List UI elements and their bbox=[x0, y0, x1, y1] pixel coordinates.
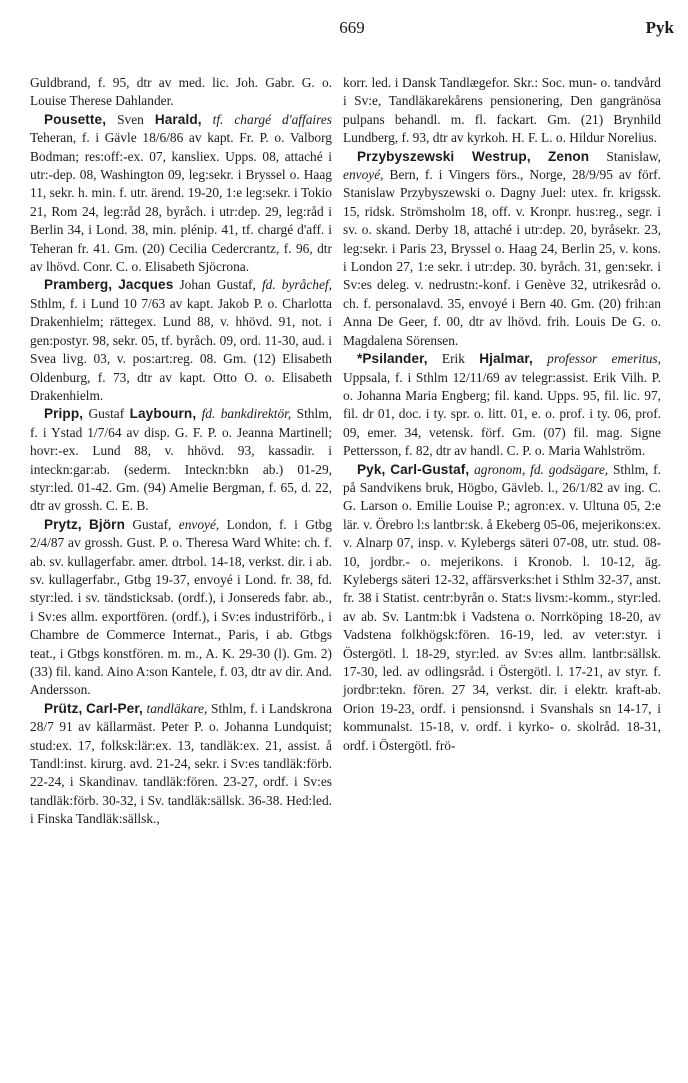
page-number: 669 bbox=[339, 18, 365, 37]
entry-call-name: Jacques bbox=[118, 277, 174, 293]
entry-continuation: korr. led. i Dansk Tandlægefor. Skr.: Soc. mun- o. tandvård i Sv:e, Tandläkarekårens pensionering, Den gangränösa pulpans behandl. m. fl. fackart. Gm. (21) Brynhild Lundberg, f. 93, dtr av kyrkoh. H. F. L. o. Hildur Norelius. bbox=[343, 75, 661, 146]
entry-given-name-rest: Stanislaw, bbox=[589, 148, 661, 164]
entry-text: London, f. i Gtbg 2/4/87 av grossh. Gust. P. o. Theresa Ward White: ch. f. ab. sv. kullagerfabr. amer. dtrbol. 14-18, verkst. dir. i ab. sv. kullagerfabr., Gtbg 19-37, envoyé i Lond. fr. 38, fd. styr:led. i sv. tändsticksab. (ordf.), i Jonsereds fabr. ab., i Sv:es allm. exportfören. (ordf.), i Sv:es industriförb., i Chambre de Commerce Internat., Paris, i ab. Gtbgs teat., i Gtbgs konstfören. m. m., A. K. 29-30 (l). Gm. 2) (33) fil. kand. Aino A:son Kantele, f. 03, dtr av dir. And. Andersson. bbox=[30, 516, 332, 698]
biography-entry bbox=[30, 405, 332, 515]
entry-surname: Pramberg, bbox=[44, 277, 113, 293]
entry-call-name: Zenon bbox=[547, 148, 590, 164]
entry-surname: Pyk, bbox=[357, 461, 386, 477]
entry-surname: Pripp, bbox=[44, 406, 84, 422]
entry-occupation: fd. bankdirektör, bbox=[196, 406, 292, 422]
biography-entry bbox=[343, 350, 661, 460]
entry-occupation: agronom, fd. godsägare, bbox=[469, 461, 609, 477]
biography-entry bbox=[30, 276, 332, 405]
entry-text: Uppsala, f. i Sthlm 12/11/69 av telegr:assist. Erik Vilh. P. o. Johanna Maria Engberg; fil. kand. Upps. 95, fil. lic. 97, fil. dr 01, doc. i ty. spr. o. litt. 01, e. o. prof. i ty. 06, prof. 09, emer. 34, vetensk. förf. Gm. (07) fil. mag. Signe Pettersson, f. 82, dtr av handl. C. P. o. Maria Wahlström. bbox=[343, 369, 661, 459]
left-column bbox=[30, 74, 332, 829]
biography-entry bbox=[30, 111, 332, 277]
entry-occupation: tf. chargé d'affaires bbox=[201, 111, 332, 127]
entry-surname: Prütz, bbox=[44, 700, 83, 716]
entry-surname: Przybyszewski Westrup, bbox=[357, 148, 531, 164]
entry-occupation: fd. byråchef, bbox=[261, 277, 332, 293]
entry-occupation: envoyé, bbox=[343, 167, 384, 183]
entry-surname: Prytz, bbox=[44, 516, 82, 532]
entry-text: Sthlm, f. i Landskrona 28/7 91 av källarmäst. Peter P. o. Johanna Lundquist; stud:ex. 17, folksk:lär:ex. 13, tandläk:ex. 21, assist. å Tandl:inst. kirurg. avd. 21-24, sekr. i Sv:es tandläk:förb. 22-24, i Skandinav. tandläk:fören. 23-27, ordf. i Sv:es tandläk:förb. 30-32, i Sv. tandläk:sällsk. 36-38. Hed:led. i Finska Tandläk:sällsk., bbox=[30, 700, 332, 827]
entry-given-name: Erik bbox=[427, 351, 480, 367]
biography-entry bbox=[30, 700, 332, 829]
entry-given-name: Sven bbox=[106, 111, 155, 127]
right-column bbox=[343, 74, 661, 755]
entry-text: Sthlm, f. i Ystad 1/7/64 av disp. G. F. P. o. Jeanna Martinell; hovr:-ex. Lund 88, v. hhövd. 93, kassadir. i inteckn:gar:ab. (sederm. Inteckn:bkn ab.) 01-29, styr:led. 01-42. Gm. (94) Amelie Bergman, f. 65, d. 22, dtr av grossh. C. E. B. bbox=[30, 406, 332, 514]
entry-given-name: Gustaf bbox=[83, 406, 130, 422]
entry-continuation: Guldbrand, f. 95, dtr av med. lic. Joh. Gabr. G. o. Louise Therese Dahlander. bbox=[30, 75, 332, 109]
entry-text: Bern, f. i Vingers förs., Norge, 28/9/95 av förf. Stanislaw Przybyszewski o. Dagny Juel: utex. fr. krigssk. 15, ridsk. Strömsholm 18, off. v. Kronpr. hus:reg., segr. i sv. o. skand. Derby 18, attaché i utr:dep. 20, byråsekr. 23, leg:sekr. i Paris 23, Bryssel o. Haag 24, Berlin 25, v. kons. i London 27, 1:e sekr. i utr:dep. 30. byråch. 31, gen:sekr. i Sv:es deleg. v. nedrustn:-konf. i Genève 32, utrikesråd o. ch. f. personalavd. 35, envoyé i Bern 40. Gm. (20) frih:an Anna De Geer, f. 00, dtr av lhövd. frih. Louis De G. o. Magdalena Sörensen. bbox=[343, 167, 661, 348]
entry-occupation: tandläkare, bbox=[142, 700, 208, 716]
entry-given-name bbox=[82, 517, 89, 532]
biography-entry bbox=[343, 461, 661, 756]
entry-surname: *Psilander, bbox=[357, 351, 428, 367]
biography-entry bbox=[30, 516, 332, 700]
entry-occupation: envoyé, bbox=[178, 516, 220, 532]
entry-text: Sthlm, f. på Sandvikens bruk, Högbo, Gävleb. l., 26/1/82 av ing. C. G. Larson o. Emilie Louise P.; agron:ex. v. Ultuna 05, 2:e lär. v. Örebro l:s lantbr:sk. å Ekeberg 05-06, mejerikons:ex. v. Alnarp 07, insp. v. Kylebergs säteri 07-08, utr. stud. 08-10, jordbr.- o. mejerikons. i Kronob. l. 10-12, äg. Kylebergs säteri 12-32, affärsverks:het i Sthlm 32-37, anst. fr. 38 i Statist. centr:byrån o. Stat:s livsm:-komm., styr:led. av ab. Sv. Lantm:bk i Vadstena o. Norrköping 18-20, av Vadstena folkhögsk:fören. 16-19, led. av veter:styr. i Östergötl. l. 18-29, styr:led. av Sv:es allm. lantbr:sällsk. 17-30, led. av odlingsråd. i Östergötl. l. 17-21, av styr. f. jordbr:tekn. fören. 27 34, verkst. dir. i elektr. kraft-ab. Orion 19-23, ordf. i pensionsnd. i Svanshals sn 14-17, i kommunalst. 15-18, v. ordf. i kyrko- o. skolråd. 18-31, ordf. i Östergötl. frö- bbox=[343, 461, 661, 753]
entry-text: Teheran, f. i Gävle 18/6/86 av kapt. Fr. P. o. Valborg Bodman; res:off:-ex. 07, kansliex. Upps. 08, attaché i utr:-dep. 08, Washington 09, leg:sekr. i Bryssel o. Haag 11, sekr. h. min. f. utr. ärend. 19-20, 1:e leg:sekr. i Tokio 21, Rom 24, leg:råd 28, byråch. i utr:dep. 29, leg:råd i Berlin 34, i Lond. 38, min. plénip. 41, tf. chargé d'aff. i Teheran fr. 41. Gm. (20) Cecilia Cedercrantz, f. 96, dtr av lhövd. Conr. C. o. Elisabeth Sjöcrona. bbox=[30, 130, 332, 275]
page-header bbox=[30, 16, 674, 46]
entry-surname: Pousette, bbox=[44, 111, 107, 127]
entry-occupation: professor emeritus, bbox=[532, 351, 661, 367]
entry-text: Sthlm, f. i Lund 10 7/63 av kapt. Jakob P. o. Charlotta Drakenhielm; rättegex. Lund 88, v. hhövd. 91, not. i gen:postyr. 98, sekr. 05, tf. byråch. 09, ord. 11-30, aud. i Svea livg. 03, v. pos:art:reg. 08. Gm. (12) Elisabeth Oldenburg, f. 73, dtr av kapt. Otto O. o. Elisabeth Drakenhielm. bbox=[30, 295, 332, 403]
entry-given-name-rest: Johan Gustaf, bbox=[173, 277, 262, 293]
entry-call-name: Laybourn, bbox=[129, 406, 197, 422]
entry-call-name: Carl-Gustaf, bbox=[390, 461, 470, 477]
entry-call-name: Carl-Per, bbox=[86, 700, 143, 716]
biography-entry bbox=[343, 148, 661, 350]
entry-call-name: Hjalmar, bbox=[479, 351, 533, 367]
entry-call-name: Björn bbox=[88, 516, 125, 532]
entry-given-name bbox=[531, 149, 548, 164]
entry-call-name: Harald, bbox=[154, 111, 202, 127]
entry-given-name-rest: Gustaf, bbox=[124, 516, 179, 532]
running-head: Pyk bbox=[645, 18, 674, 37]
